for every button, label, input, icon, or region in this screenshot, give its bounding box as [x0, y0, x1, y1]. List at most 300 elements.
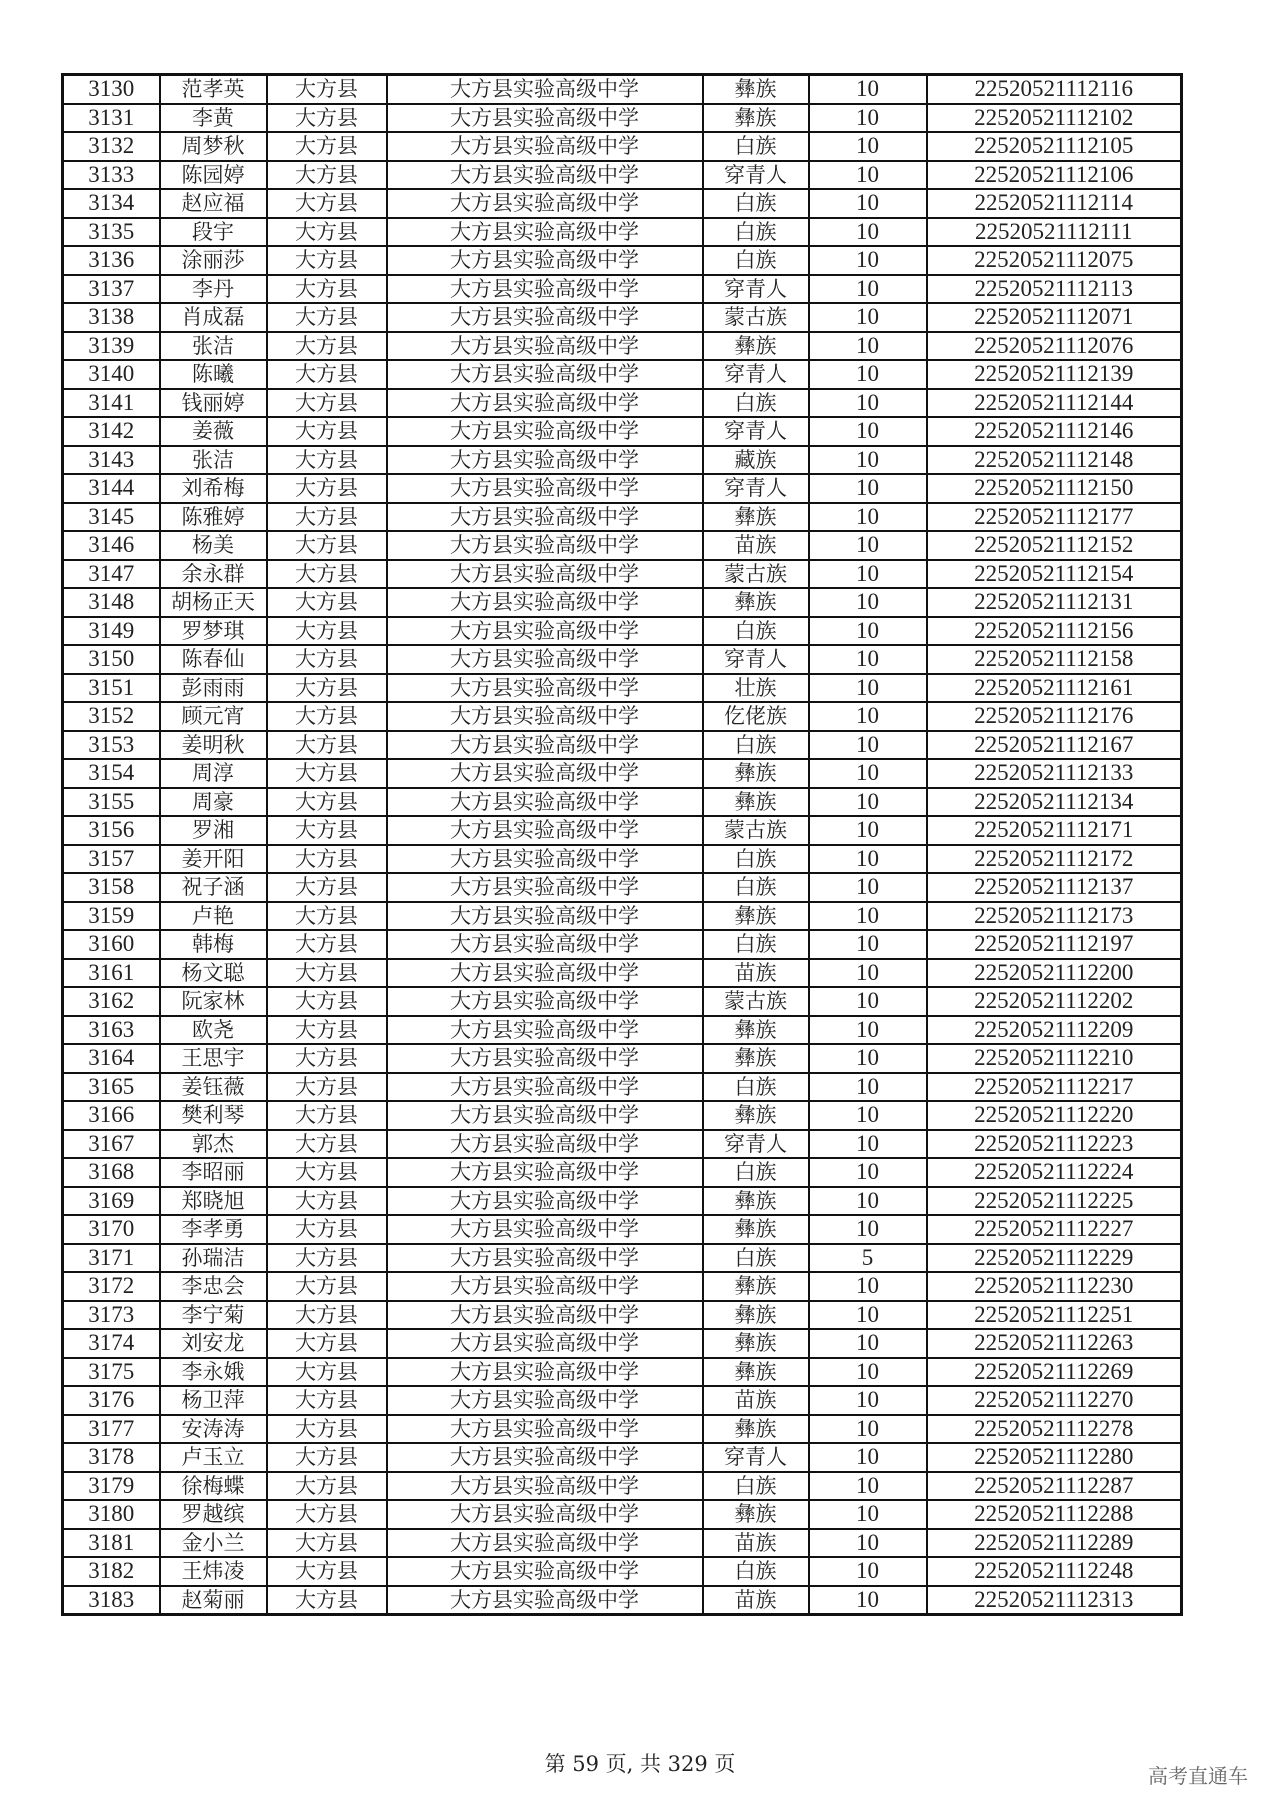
table-row	[63, 731, 1182, 760]
ethnicity-cell: 苗族	[703, 531, 809, 560]
row-number-cell: 3151	[63, 674, 160, 703]
school-cell: 大方县实验高级中学	[387, 1301, 703, 1330]
ethnicity-cell: 白族	[703, 1158, 809, 1187]
school-cell: 大方县实验高级中学	[387, 674, 703, 703]
table-row	[63, 588, 1182, 617]
points-cell: 10	[809, 1586, 927, 1615]
county-cell: 大方县	[267, 161, 387, 190]
ethnicity-cell: 彝族	[703, 1101, 809, 1130]
table-row	[63, 1073, 1182, 1102]
row-number-cell: 3178	[63, 1443, 160, 1472]
row-number-cell: 3174	[63, 1329, 160, 1358]
exam-number-cell: 22520521112116	[927, 75, 1182, 104]
student-name-cell: 周梦秋	[160, 132, 267, 161]
row-number-cell: 3144	[63, 474, 160, 503]
exam-number-cell: 22520521112227	[927, 1215, 1182, 1244]
exam-number-cell: 22520521112289	[927, 1529, 1182, 1558]
student-name-cell: 周淳	[160, 759, 267, 788]
table-row	[63, 617, 1182, 646]
exam-number-cell: 22520521112224	[927, 1158, 1182, 1187]
county-cell: 大方县	[267, 1244, 387, 1273]
table-row	[63, 275, 1182, 304]
student-name-cell: 郭杰	[160, 1130, 267, 1159]
ethnicity-cell: 彝族	[703, 1329, 809, 1358]
row-number-cell: 3171	[63, 1244, 160, 1273]
county-cell: 大方县	[267, 360, 387, 389]
ethnicity-cell: 苗族	[703, 1386, 809, 1415]
points-cell: 10	[809, 1529, 927, 1558]
student-list-table	[61, 73, 1183, 1616]
student-name-cell: 李永娥	[160, 1358, 267, 1387]
row-number-cell: 3145	[63, 503, 160, 532]
ethnicity-cell: 彝族	[703, 788, 809, 817]
row-number-cell: 3132	[63, 132, 160, 161]
table-row	[63, 987, 1182, 1016]
points-cell: 10	[809, 560, 927, 589]
points-cell: 10	[809, 189, 927, 218]
county-cell: 大方县	[267, 132, 387, 161]
table-row	[63, 1386, 1182, 1415]
county-cell: 大方县	[267, 1472, 387, 1501]
row-number-cell: 3148	[63, 588, 160, 617]
points-cell: 10	[809, 1016, 927, 1045]
exam-number-cell: 22520521112156	[927, 617, 1182, 646]
table-row	[63, 1215, 1182, 1244]
student-name-cell: 阮家林	[160, 987, 267, 1016]
school-cell: 大方县实验高级中学	[387, 617, 703, 646]
county-cell: 大方县	[267, 332, 387, 361]
table-row	[63, 674, 1182, 703]
ethnicity-cell: 白族	[703, 218, 809, 247]
school-cell: 大方县实验高级中学	[387, 1358, 703, 1387]
row-number-cell: 3139	[63, 332, 160, 361]
ethnicity-cell: 白族	[703, 873, 809, 902]
row-number-cell: 3169	[63, 1187, 160, 1216]
exam-number-cell: 22520521112209	[927, 1016, 1182, 1045]
student-name-cell: 刘安龙	[160, 1329, 267, 1358]
row-number-cell: 3137	[63, 275, 160, 304]
student-name-cell: 罗梦琪	[160, 617, 267, 646]
row-number-cell: 3173	[63, 1301, 160, 1330]
table-row	[63, 930, 1182, 959]
student-name-cell: 姜薇	[160, 417, 267, 446]
ethnicity-cell: 白族	[703, 132, 809, 161]
county-cell: 大方县	[267, 218, 387, 247]
county-cell: 大方县	[267, 1500, 387, 1529]
school-cell: 大方县实验高级中学	[387, 645, 703, 674]
school-cell: 大方县实验高级中学	[387, 1586, 703, 1615]
student-name-cell: 陈春仙	[160, 645, 267, 674]
table-row	[63, 959, 1182, 988]
county-cell: 大方县	[267, 1329, 387, 1358]
points-cell: 10	[809, 759, 927, 788]
exam-number-cell: 22520521112171	[927, 816, 1182, 845]
county-cell: 大方县	[267, 731, 387, 760]
ethnicity-cell: 彝族	[703, 1358, 809, 1387]
school-cell: 大方县实验高级中学	[387, 246, 703, 275]
table-body	[63, 75, 1182, 1615]
table-row	[63, 1016, 1182, 1045]
table-row	[63, 1187, 1182, 1216]
school-cell: 大方县实验高级中学	[387, 360, 703, 389]
points-cell: 10	[809, 161, 927, 190]
table-row	[63, 759, 1182, 788]
exam-number-cell: 22520521112202	[927, 987, 1182, 1016]
exam-number-cell: 22520521112313	[927, 1586, 1182, 1615]
row-number-cell: 3161	[63, 959, 160, 988]
ethnicity-cell: 苗族	[703, 1529, 809, 1558]
ethnicity-cell: 穿青人	[703, 275, 809, 304]
student-name-cell: 李孝勇	[160, 1215, 267, 1244]
row-number-cell: 3167	[63, 1130, 160, 1159]
points-cell: 10	[809, 1472, 927, 1501]
exam-number-cell: 22520521112197	[927, 930, 1182, 959]
exam-number-cell: 22520521112270	[927, 1386, 1182, 1415]
school-cell: 大方县实验高级中学	[387, 104, 703, 133]
school-cell: 大方县实验高级中学	[387, 930, 703, 959]
table-row	[63, 474, 1182, 503]
points-cell: 10	[809, 702, 927, 731]
county-cell: 大方县	[267, 873, 387, 902]
school-cell: 大方县实验高级中学	[387, 987, 703, 1016]
points-cell: 10	[809, 474, 927, 503]
exam-number-cell: 22520521112139	[927, 360, 1182, 389]
county-cell: 大方县	[267, 1358, 387, 1387]
ethnicity-cell: 白族	[703, 845, 809, 874]
table-row	[63, 1415, 1182, 1444]
ethnicity-cell: 蒙古族	[703, 560, 809, 589]
county-cell: 大方县	[267, 902, 387, 931]
exam-number-cell: 22520521112251	[927, 1301, 1182, 1330]
county-cell: 大方县	[267, 503, 387, 532]
county-cell: 大方县	[267, 389, 387, 418]
points-cell: 10	[809, 104, 927, 133]
row-number-cell: 3150	[63, 645, 160, 674]
ethnicity-cell: 彝族	[703, 1301, 809, 1330]
county-cell: 大方县	[267, 1301, 387, 1330]
ethnicity-cell: 彝族	[703, 759, 809, 788]
ethnicity-cell: 壮族	[703, 674, 809, 703]
exam-number-cell: 22520521112217	[927, 1073, 1182, 1102]
points-cell: 10	[809, 531, 927, 560]
row-number-cell: 3163	[63, 1016, 160, 1045]
student-name-cell: 姜开阳	[160, 845, 267, 874]
ethnicity-cell: 穿青人	[703, 360, 809, 389]
row-number-cell: 3135	[63, 218, 160, 247]
ethnicity-cell: 彝族	[703, 588, 809, 617]
exam-number-cell: 22520521112161	[927, 674, 1182, 703]
watermark: 高考直通车	[1148, 1764, 1248, 1788]
student-name-cell: 罗越缤	[160, 1500, 267, 1529]
points-cell: 10	[809, 1073, 927, 1102]
student-name-cell: 范孝英	[160, 75, 267, 104]
exam-number-cell: 22520521112263	[927, 1329, 1182, 1358]
row-number-cell: 3177	[63, 1415, 160, 1444]
points-cell: 10	[809, 1301, 927, 1330]
points-cell: 10	[809, 275, 927, 304]
school-cell: 大方县实验高级中学	[387, 588, 703, 617]
row-number-cell: 3180	[63, 1500, 160, 1529]
exam-number-cell: 22520521112248	[927, 1557, 1182, 1586]
ethnicity-cell: 白族	[703, 189, 809, 218]
county-cell: 大方县	[267, 303, 387, 332]
school-cell: 大方县实验高级中学	[387, 1500, 703, 1529]
student-name-cell: 王思宇	[160, 1044, 267, 1073]
table-row	[63, 1130, 1182, 1159]
row-number-cell: 3154	[63, 759, 160, 788]
exam-number-cell: 22520521112111	[927, 218, 1182, 247]
school-cell: 大方县实验高级中学	[387, 902, 703, 931]
ethnicity-cell: 穿青人	[703, 645, 809, 674]
school-cell: 大方县实验高级中学	[387, 759, 703, 788]
points-cell: 10	[809, 930, 927, 959]
school-cell: 大方县实验高级中学	[387, 1016, 703, 1045]
table-row	[63, 873, 1182, 902]
points-cell: 10	[809, 417, 927, 446]
student-name-cell: 孙瑞洁	[160, 1244, 267, 1273]
points-cell: 10	[809, 902, 927, 931]
school-cell: 大方县实验高级中学	[387, 1472, 703, 1501]
county-cell: 大方县	[267, 246, 387, 275]
points-cell: 10	[809, 1272, 927, 1301]
row-number-cell: 3143	[63, 446, 160, 475]
county-cell: 大方县	[267, 674, 387, 703]
school-cell: 大方县实验高级中学	[387, 1044, 703, 1073]
ethnicity-cell: 彝族	[703, 1272, 809, 1301]
ethnicity-cell: 穿青人	[703, 161, 809, 190]
ethnicity-cell: 苗族	[703, 1586, 809, 1615]
points-cell: 10	[809, 1044, 927, 1073]
exam-number-cell: 22520521112269	[927, 1358, 1182, 1387]
points-cell: 10	[809, 816, 927, 845]
table-row	[63, 902, 1182, 931]
exam-number-cell: 22520521112225	[927, 1187, 1182, 1216]
ethnicity-cell: 彝族	[703, 1500, 809, 1529]
points-cell: 10	[809, 788, 927, 817]
exam-number-cell: 22520521112071	[927, 303, 1182, 332]
county-cell: 大方县	[267, 1215, 387, 1244]
student-name-cell: 李昭丽	[160, 1158, 267, 1187]
ethnicity-cell: 白族	[703, 389, 809, 418]
school-cell: 大方县实验高级中学	[387, 503, 703, 532]
ethnicity-cell: 彝族	[703, 1187, 809, 1216]
school-cell: 大方县实验高级中学	[387, 959, 703, 988]
table-row	[63, 1044, 1182, 1073]
school-cell: 大方县实验高级中学	[387, 446, 703, 475]
table-row	[63, 389, 1182, 418]
exam-number-cell: 22520521112220	[927, 1101, 1182, 1130]
school-cell: 大方县实验高级中学	[387, 1244, 703, 1273]
county-cell: 大方县	[267, 531, 387, 560]
school-cell: 大方县实验高级中学	[387, 816, 703, 845]
table-row	[63, 75, 1182, 104]
student-name-cell: 罗湘	[160, 816, 267, 845]
table-row	[63, 531, 1182, 560]
row-number-cell: 3166	[63, 1101, 160, 1130]
school-cell: 大方县实验高级中学	[387, 1073, 703, 1102]
school-cell: 大方县实验高级中学	[387, 275, 703, 304]
student-name-cell: 祝子涵	[160, 873, 267, 902]
table-row	[63, 1101, 1182, 1130]
points-cell: 10	[809, 503, 927, 532]
points-cell: 10	[809, 1358, 927, 1387]
exam-number-cell: 22520521112144	[927, 389, 1182, 418]
school-cell: 大方县实验高级中学	[387, 1158, 703, 1187]
student-name-cell: 赵菊丽	[160, 1586, 267, 1615]
student-name-cell: 卢玉立	[160, 1443, 267, 1472]
county-cell: 大方县	[267, 1158, 387, 1187]
ethnicity-cell: 白族	[703, 1244, 809, 1273]
table-row	[63, 1272, 1182, 1301]
points-cell: 10	[809, 332, 927, 361]
exam-number-cell: 22520521112173	[927, 902, 1182, 931]
ethnicity-cell: 彝族	[703, 1415, 809, 1444]
row-number-cell: 3149	[63, 617, 160, 646]
exam-number-cell: 22520521112137	[927, 873, 1182, 902]
points-cell: 10	[809, 1415, 927, 1444]
county-cell: 大方县	[267, 759, 387, 788]
county-cell: 大方县	[267, 1044, 387, 1073]
school-cell: 大方县实验高级中学	[387, 1329, 703, 1358]
table-row	[63, 845, 1182, 874]
county-cell: 大方县	[267, 788, 387, 817]
table-row	[63, 1557, 1182, 1586]
points-cell: 10	[809, 1386, 927, 1415]
table-row	[63, 702, 1182, 731]
points-cell: 10	[809, 1130, 927, 1159]
row-number-cell: 3136	[63, 246, 160, 275]
table-row	[63, 161, 1182, 190]
school-cell: 大方县实验高级中学	[387, 1101, 703, 1130]
student-name-cell: 李忠会	[160, 1272, 267, 1301]
points-cell: 10	[809, 873, 927, 902]
row-number-cell: 3183	[63, 1586, 160, 1615]
county-cell: 大方县	[267, 75, 387, 104]
table-row	[63, 1244, 1182, 1273]
points-cell: 10	[809, 645, 927, 674]
table-row	[63, 104, 1182, 133]
ethnicity-cell: 仡佬族	[703, 702, 809, 731]
student-name-cell: 李宁菊	[160, 1301, 267, 1330]
ethnicity-cell: 白族	[703, 246, 809, 275]
row-number-cell: 3176	[63, 1386, 160, 1415]
school-cell: 大方县实验高级中学	[387, 303, 703, 332]
ethnicity-cell: 彝族	[703, 75, 809, 104]
table-row	[63, 132, 1182, 161]
row-number-cell: 3159	[63, 902, 160, 931]
row-number-cell: 3147	[63, 560, 160, 589]
points-cell: 10	[809, 1158, 927, 1187]
table-row	[63, 189, 1182, 218]
exam-number-cell: 22520521112288	[927, 1500, 1182, 1529]
ethnicity-cell: 白族	[703, 1472, 809, 1501]
exam-number-cell: 22520521112172	[927, 845, 1182, 874]
county-cell: 大方县	[267, 617, 387, 646]
table-row	[63, 1586, 1182, 1615]
ethnicity-cell: 白族	[703, 731, 809, 760]
student-name-cell: 徐梅蝶	[160, 1472, 267, 1501]
row-number-cell: 3133	[63, 161, 160, 190]
student-name-cell: 涂丽莎	[160, 246, 267, 275]
ethnicity-cell: 彝族	[703, 332, 809, 361]
exam-number-cell: 22520521112075	[927, 246, 1182, 275]
exam-number-cell: 22520521112113	[927, 275, 1182, 304]
points-cell: 10	[809, 446, 927, 475]
student-name-cell: 樊利琴	[160, 1101, 267, 1130]
exam-number-cell: 22520521112146	[927, 417, 1182, 446]
exam-number-cell: 22520521112230	[927, 1272, 1182, 1301]
county-cell: 大方县	[267, 1130, 387, 1159]
student-name-cell: 卢艳	[160, 902, 267, 931]
exam-number-cell: 22520521112158	[927, 645, 1182, 674]
exam-number-cell: 22520521112133	[927, 759, 1182, 788]
ethnicity-cell: 穿青人	[703, 1443, 809, 1472]
ethnicity-cell: 彝族	[703, 902, 809, 931]
county-cell: 大方县	[267, 645, 387, 674]
exam-number-cell: 22520521112167	[927, 731, 1182, 760]
table-row	[63, 788, 1182, 817]
ethnicity-cell: 蒙古族	[703, 987, 809, 1016]
page-number: 第 59 页, 共 329 页	[544, 1752, 736, 1776]
student-name-cell: 杨美	[160, 531, 267, 560]
points-cell: 10	[809, 1500, 927, 1529]
student-name-cell: 杨卫萍	[160, 1386, 267, 1415]
exam-number-cell: 22520521112131	[927, 588, 1182, 617]
school-cell: 大方县实验高级中学	[387, 417, 703, 446]
points-cell: 10	[809, 588, 927, 617]
ethnicity-cell: 苗族	[703, 959, 809, 988]
school-cell: 大方县实验高级中学	[387, 75, 703, 104]
county-cell: 大方县	[267, 446, 387, 475]
county-cell: 大方县	[267, 1557, 387, 1586]
school-cell: 大方县实验高级中学	[387, 1415, 703, 1444]
points-cell: 10	[809, 389, 927, 418]
points-cell: 10	[809, 1557, 927, 1586]
table-row	[63, 303, 1182, 332]
ethnicity-cell: 蒙古族	[703, 816, 809, 845]
county-cell: 大方县	[267, 275, 387, 304]
ethnicity-cell: 彝族	[703, 104, 809, 133]
ethnicity-cell: 彝族	[703, 1016, 809, 1045]
student-name-cell: 陈曦	[160, 360, 267, 389]
exam-number-cell: 22520521112280	[927, 1443, 1182, 1472]
ethnicity-cell: 白族	[703, 1073, 809, 1102]
student-name-cell: 姜明秋	[160, 731, 267, 760]
county-cell: 大方县	[267, 417, 387, 446]
student-name-cell: 金小兰	[160, 1529, 267, 1558]
points-cell: 10	[809, 303, 927, 332]
county-cell: 大方县	[267, 104, 387, 133]
school-cell: 大方县实验高级中学	[387, 702, 703, 731]
points-cell: 10	[809, 959, 927, 988]
ethnicity-cell: 白族	[703, 1557, 809, 1586]
table-row	[63, 1472, 1182, 1501]
student-name-cell: 陈雅婷	[160, 503, 267, 532]
school-cell: 大方县实验高级中学	[387, 218, 703, 247]
student-name-cell: 姜钰薇	[160, 1073, 267, 1102]
student-name-cell: 郑晓旭	[160, 1187, 267, 1216]
school-cell: 大方县实验高级中学	[387, 873, 703, 902]
student-name-cell: 张洁	[160, 332, 267, 361]
exam-number-cell: 22520521112287	[927, 1472, 1182, 1501]
student-name-cell: 彭雨雨	[160, 674, 267, 703]
row-number-cell: 3152	[63, 702, 160, 731]
school-cell: 大方县实验高级中学	[387, 132, 703, 161]
ethnicity-cell: 穿青人	[703, 417, 809, 446]
exam-number-cell: 22520521112134	[927, 788, 1182, 817]
table-row	[63, 1500, 1182, 1529]
school-cell: 大方县实验高级中学	[387, 189, 703, 218]
